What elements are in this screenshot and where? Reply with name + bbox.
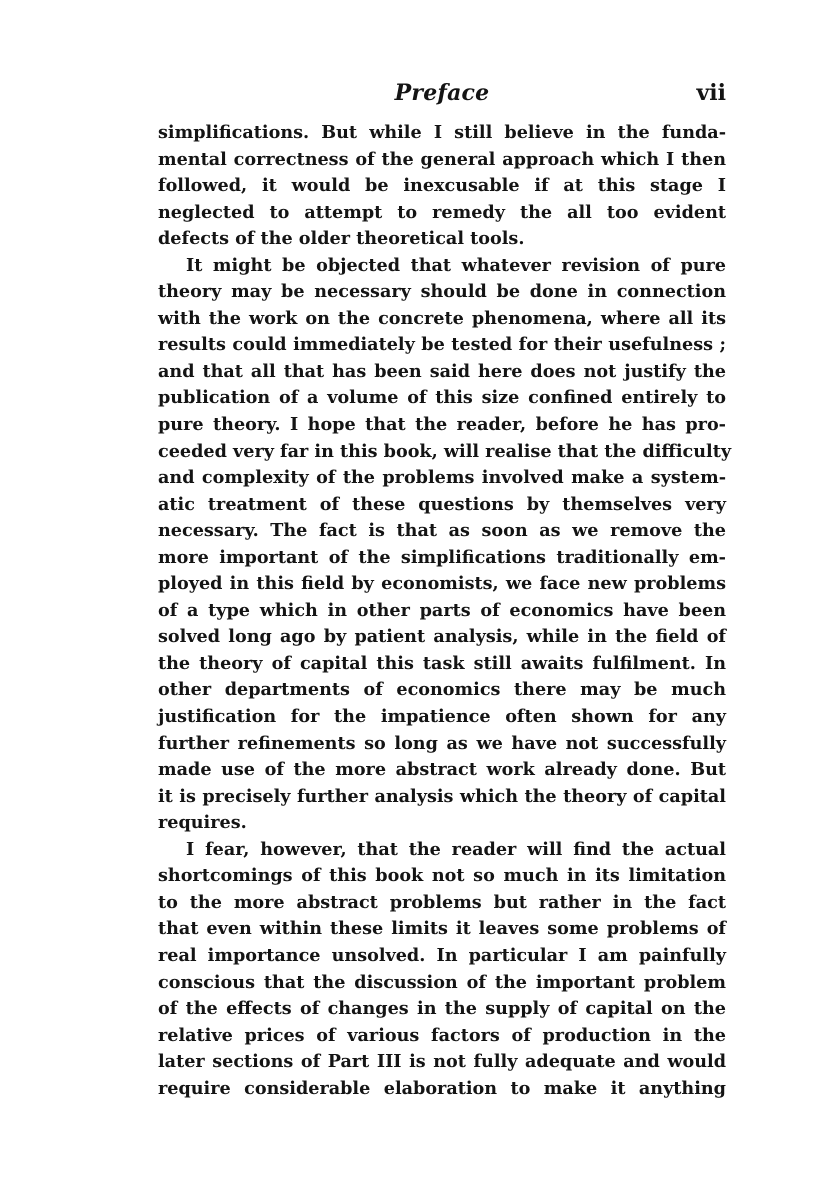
text-line: theory may be necessary should be done in connection	[158, 281, 726, 303]
text-line: to the more abstract problems but rather in the fact	[158, 891, 726, 913]
text-line: relative prices of various factors of production in the	[158, 1024, 726, 1046]
text-line: conscious that the discussion of the important problem	[158, 971, 726, 993]
text-line: neglected to attempt to remedy the all too evident	[158, 201, 726, 223]
text-line: that even within these limits it leaves some problems of	[158, 918, 726, 940]
text-line: of a type which in other parts of economics have been	[158, 599, 726, 621]
paragraph	[158, 253, 732, 837]
text-line: more important of the simplifications traditionally em-	[158, 546, 726, 568]
text-line: solved long ago by patient analysis, while in the field of	[158, 626, 726, 648]
text-line: shortcomings of this book not so much in its limitation	[158, 865, 726, 887]
text-line: it is precisely further analysis which the theory of capital	[158, 785, 726, 807]
text-line: and that all that has been said here does not justify the	[158, 360, 726, 382]
text-line: requires.	[158, 812, 247, 834]
text-line: pure theory. I hope that the reader, before he has pro-	[158, 414, 726, 436]
text-line: other departments of economics there may be much	[158, 679, 726, 701]
text-line: of the effects of changes in the supply of capital on the	[158, 998, 726, 1020]
body-text	[158, 120, 732, 1102]
text-line: I fear, however, that the reader will find the actual	[186, 838, 726, 860]
paragraph	[158, 837, 726, 1102]
text-line: require considerable elaboration to make it anything	[158, 1077, 726, 1099]
text-line: the theory of capital this task still awaits fulfilment. In	[158, 652, 726, 674]
text-line: mental correctness of the general approach which I then	[158, 148, 726, 170]
text-line: results could immediately be tested for their usefulness ;	[158, 334, 726, 356]
running-head	[158, 80, 726, 114]
text-line: followed, it would be inexcusable if at this stage I	[158, 175, 726, 197]
text-line: necessary. The fact is that as soon as we remove the	[158, 520, 726, 542]
text-line: simplifications. But while I still believe in the funda-	[158, 122, 726, 143]
running-title: Preface	[394, 80, 490, 106]
text-line: atic treatment of these questions by themselves very	[158, 493, 726, 515]
text-line: It might be objected that whatever revision of pure	[186, 254, 726, 276]
text-line: ployed in this field by economists, we face new problems	[158, 573, 726, 595]
text-line: ceeded very far in this book, will realise that the difficulty	[158, 440, 732, 462]
text-line: made use of the more abstract work already done. But	[158, 759, 726, 781]
text-line: further refinements so long as we have not successfully	[158, 732, 726, 754]
text-line: with the work on the concrete phenomena, where all its	[158, 307, 726, 329]
text-line: real importance unsolved. In particular I am painfully	[158, 944, 726, 966]
text-line: justification for the impatience often shown for any	[158, 706, 726, 728]
page-number: vii	[696, 80, 726, 106]
paragraph	[158, 120, 726, 253]
text-line: later sections of Part III is not fully adequate and would	[158, 1051, 726, 1073]
text-line: publication of a volume of this size confined entirely to	[158, 387, 726, 409]
text-line: defects of the older theoretical tools.	[158, 228, 525, 250]
text-line: and complexity of the problems involved make a system-	[158, 467, 726, 489]
